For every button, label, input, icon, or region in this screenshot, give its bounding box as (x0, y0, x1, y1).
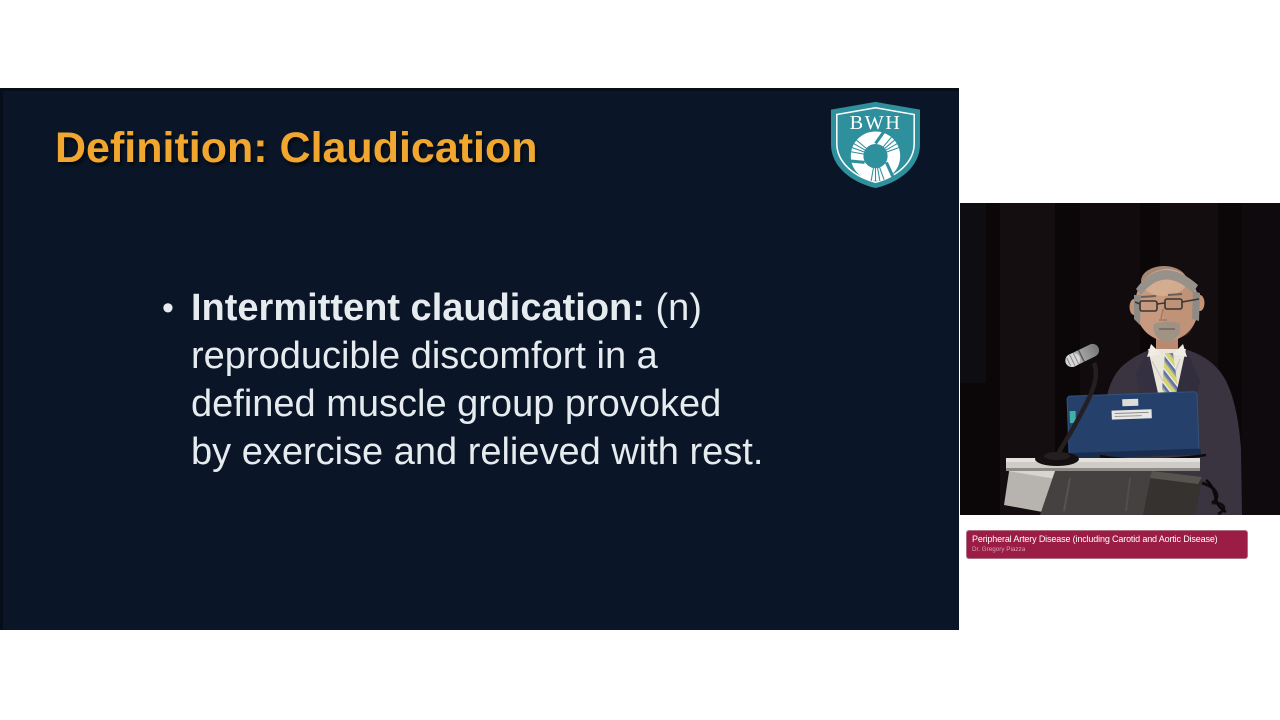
bullet-term: Intermittent claudication: (191, 287, 645, 329)
bullet-marker-icon: • (162, 289, 174, 327)
podium (1004, 458, 1202, 515)
bwh-shield-logo-icon (827, 100, 924, 189)
lecture-speaker-name: Dr. Gregory Piazza (972, 546, 1026, 553)
bullet-line-1 (191, 284, 763, 332)
logo-text: BWH (849, 112, 902, 135)
lecture-title-banner (967, 531, 1247, 558)
bullet-line-4: by exercise and relieved with rest. (191, 431, 764, 473)
slide-title: Definition: Claudication (55, 124, 538, 172)
bullet-text (191, 284, 763, 476)
presentation-slide (0, 88, 959, 630)
laptop-label (1112, 409, 1152, 419)
laptop-small-label (1122, 399, 1138, 407)
bullet-term-suffix: (n) (655, 287, 702, 329)
lecture-title: Peripheral Artery Disease (including Carotid and Aortic Disease) (972, 534, 1218, 544)
bullet-item (162, 284, 763, 476)
bullet-line-2: reproducible discomfort in a (191, 335, 658, 377)
bullet-line-3: defined muscle group provoked (191, 383, 722, 425)
speaker-camera-feed (960, 203, 1280, 515)
